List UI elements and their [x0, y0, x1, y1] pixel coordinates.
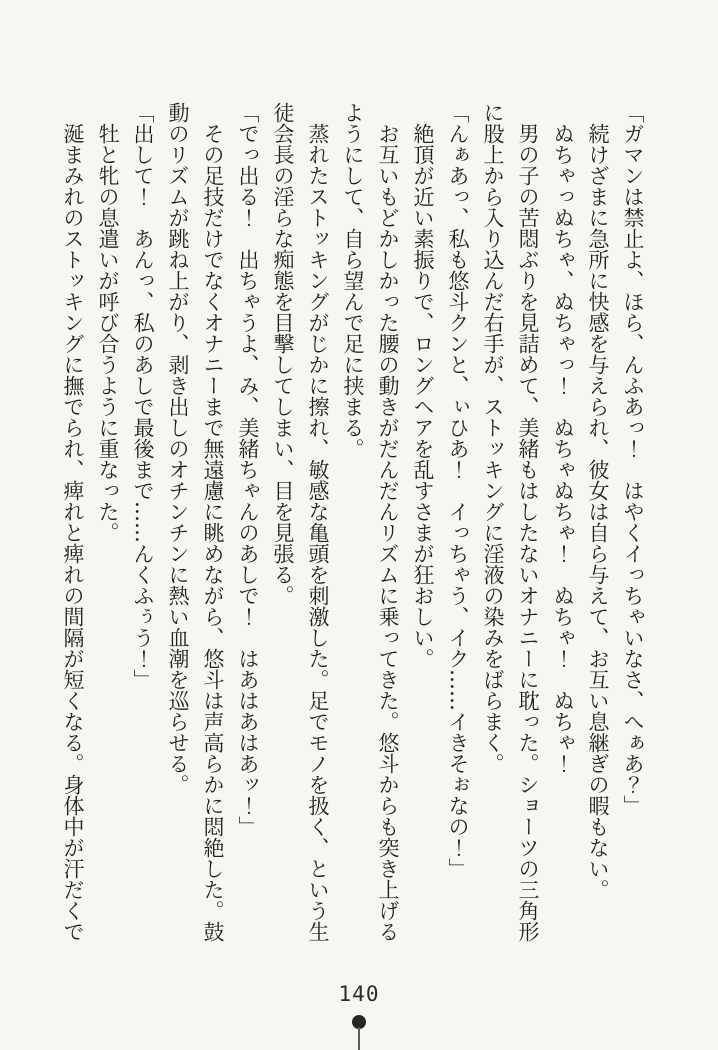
text-line: 涎まみれのストッキングに撫でられ、痺れと痺れの間隔が短くなる。身体中が汗だくで: [61, 123, 85, 942]
text-line: 蒸れたストッキングがじかに擦れ、敏感な亀頭を刺激した。足でモノを扱く、という生: [306, 123, 330, 942]
text-line: 徒会長の淫らな痴態を目撃してしまい、目を見張る。: [271, 102, 295, 606]
text-line: 「でっ出る！ 出ちゃうよ、み、美緒ちゃんのあしで！ はあはあはあッ！」: [236, 102, 260, 837]
text-line: 「ガマンは禁止よ、ほら、んふあっ！ はやくイっちゃいなさ、へぁあ？」: [621, 102, 645, 816]
text-line: 牡と牝の息遣いが呼び合うように重なった。: [96, 123, 120, 543]
text-line: ぬちゃっぬちゃ、ぬちゃっ！ ぬちゃぬちゃ！ ぬちゃ！ ぬちゃ！: [551, 123, 575, 774]
text-line: お互いもどかしかった腰の動きがだんだんリズムに乗ってきた。悠斗からも突き上げる: [376, 123, 400, 942]
text-line: 「んぁあっ、私も悠斗クンと、ぃひあ！ イっちゃう、イク……イきそぉなの！」: [446, 102, 470, 879]
page-marker-line: [358, 1027, 360, 1050]
text-line: 続けざまに急所に快感を与えられ、彼女は自ら与えて、お互い息継ぎの暇もない。: [586, 123, 610, 900]
text-line: 「出して！ あんっ、私のあしで最後まで……んくふぅう！」: [131, 102, 155, 690]
text-line: ようにして、自ら望んで足に挟まる。: [341, 102, 365, 459]
text-line: 絶頂が近い素振りで、ロングヘアを乱すさまが狂おしい。: [411, 123, 435, 669]
vertical-text-block: [50, 102, 650, 994]
page-number: 140: [338, 982, 380, 1006]
text-line: 動のリズムが跳ね上がり、剥き出しのオチンチンに熱い血潮を巡らせる。: [166, 102, 190, 795]
text-line: その足技だけでなくオナニーまで無遠慮に眺めながら、悠斗は声高らかに悶絶した。鼓: [201, 123, 225, 942]
text-line: 男の子の苦悶ぶりを見詰めて、美緒もはしたないオナニーに耽った。ショーツの三角形: [516, 123, 540, 942]
text-line: に股上から入り込んだ右手が、ストッキングに淫液の染みをばらまく。: [481, 102, 505, 774]
